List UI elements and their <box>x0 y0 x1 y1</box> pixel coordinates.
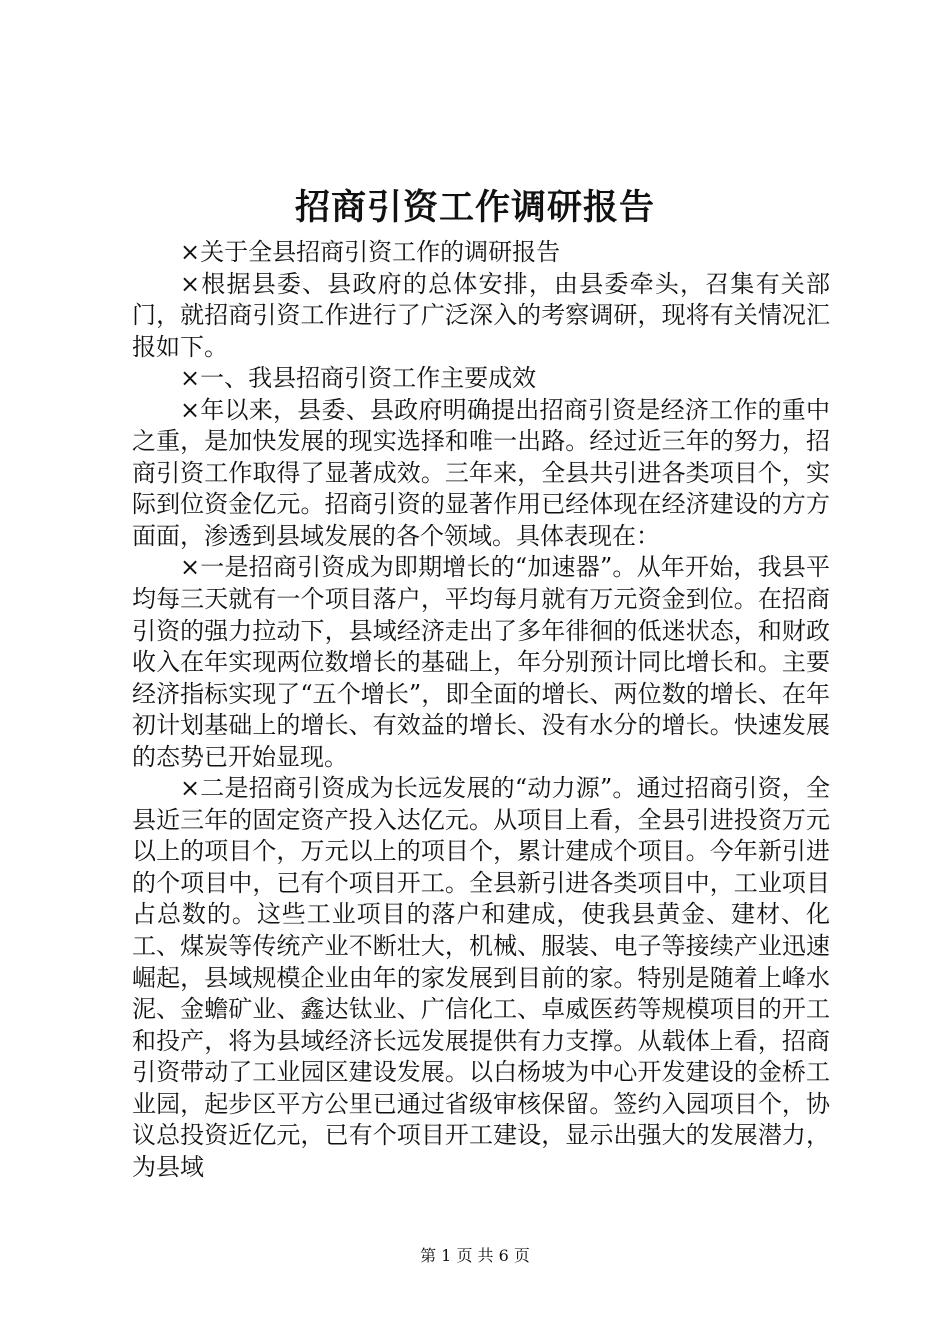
paragraph-achievements: ×年以来，县委、县政府明确提出招商引资是经济工作的重中之重，是加快发展的现实选择和唯一出路。经过近三年的努力，招商引资工作取得了显著成效。三年来，全县共引进各类项目个，实际到位资金亿元。招商引资的显著作用已经体现在经济建设的方方面面，渗透到县域发展的各个领域。具体表现在： <box>132 395 830 550</box>
paragraph-accelerator: ×一是招商引资成为即期增长的“加速器”。从年开始，我县平均每三天就有一个项目落户，平均每月就有万元资金到位。在招商引资的强力拉动下，县域经济走出了多年徘徊的低迷状态，和财政收入在年实现两位数增长的基础上，年分别预计同比增长和。主要经济指标实现了“五个增长”，即全面的增长、两位数的增长、在年初计划基础上的增长、有效益的增长、没有水分的增长。快速发展的态势已开始显现。 <box>132 553 830 771</box>
document-title: 招商引资工作调研报告 <box>294 187 655 228</box>
document-body <box>132 237 830 1183</box>
paragraph-section-heading: ×一、我县招商引资工作主要成效 <box>180 364 537 393</box>
page-footer: 第 1 页 共 6 页 <box>420 1246 530 1265</box>
paragraph-intro: ×根据县委、县政府的总体安排，由县委牵头，召集有关部门，就招商引资工作进行了广泛深入的考察调研，现将有关情况汇报如下。 <box>132 269 830 361</box>
paragraph-power-source: ×二是招商引资成为长远发展的“动力源”。通过招商引资，全县近三年的固定资产投入达亿元。从项目上看，全县引进投资万元以上的项目个，万元以上的项目个，累计建成个项目。今年新引进的个项目中，已有个项目开工。全县新引进各类项目中，工业项目占总数的。这些工业项目的落户和建成，使我县黄金、建材、化工、煤炭等传统产业不断壮大，机械、服装、电子等接续产业迅速崛起，县域规模企业由年的家发展到目前的家。特别是随着上峰水泥、金蟾矿业、鑫达钛业、广信化工、卓威医药等规模项目的开工和投产，将为县域经济长远发展提供有力支撑。从载体上看，招商引资带动了工业园区建设发展。以白杨坡为中心开发建设的金桥工业园，起步区平方公里已通过省级审核保留。签约入园项目个，协议总投资近亿元，已有个项目开工建设，显示出强大的发展潜力，为县域 <box>132 774 830 1181</box>
paragraph-report-heading: ×关于全县招商引资工作的调研报告 <box>180 238 561 266</box>
